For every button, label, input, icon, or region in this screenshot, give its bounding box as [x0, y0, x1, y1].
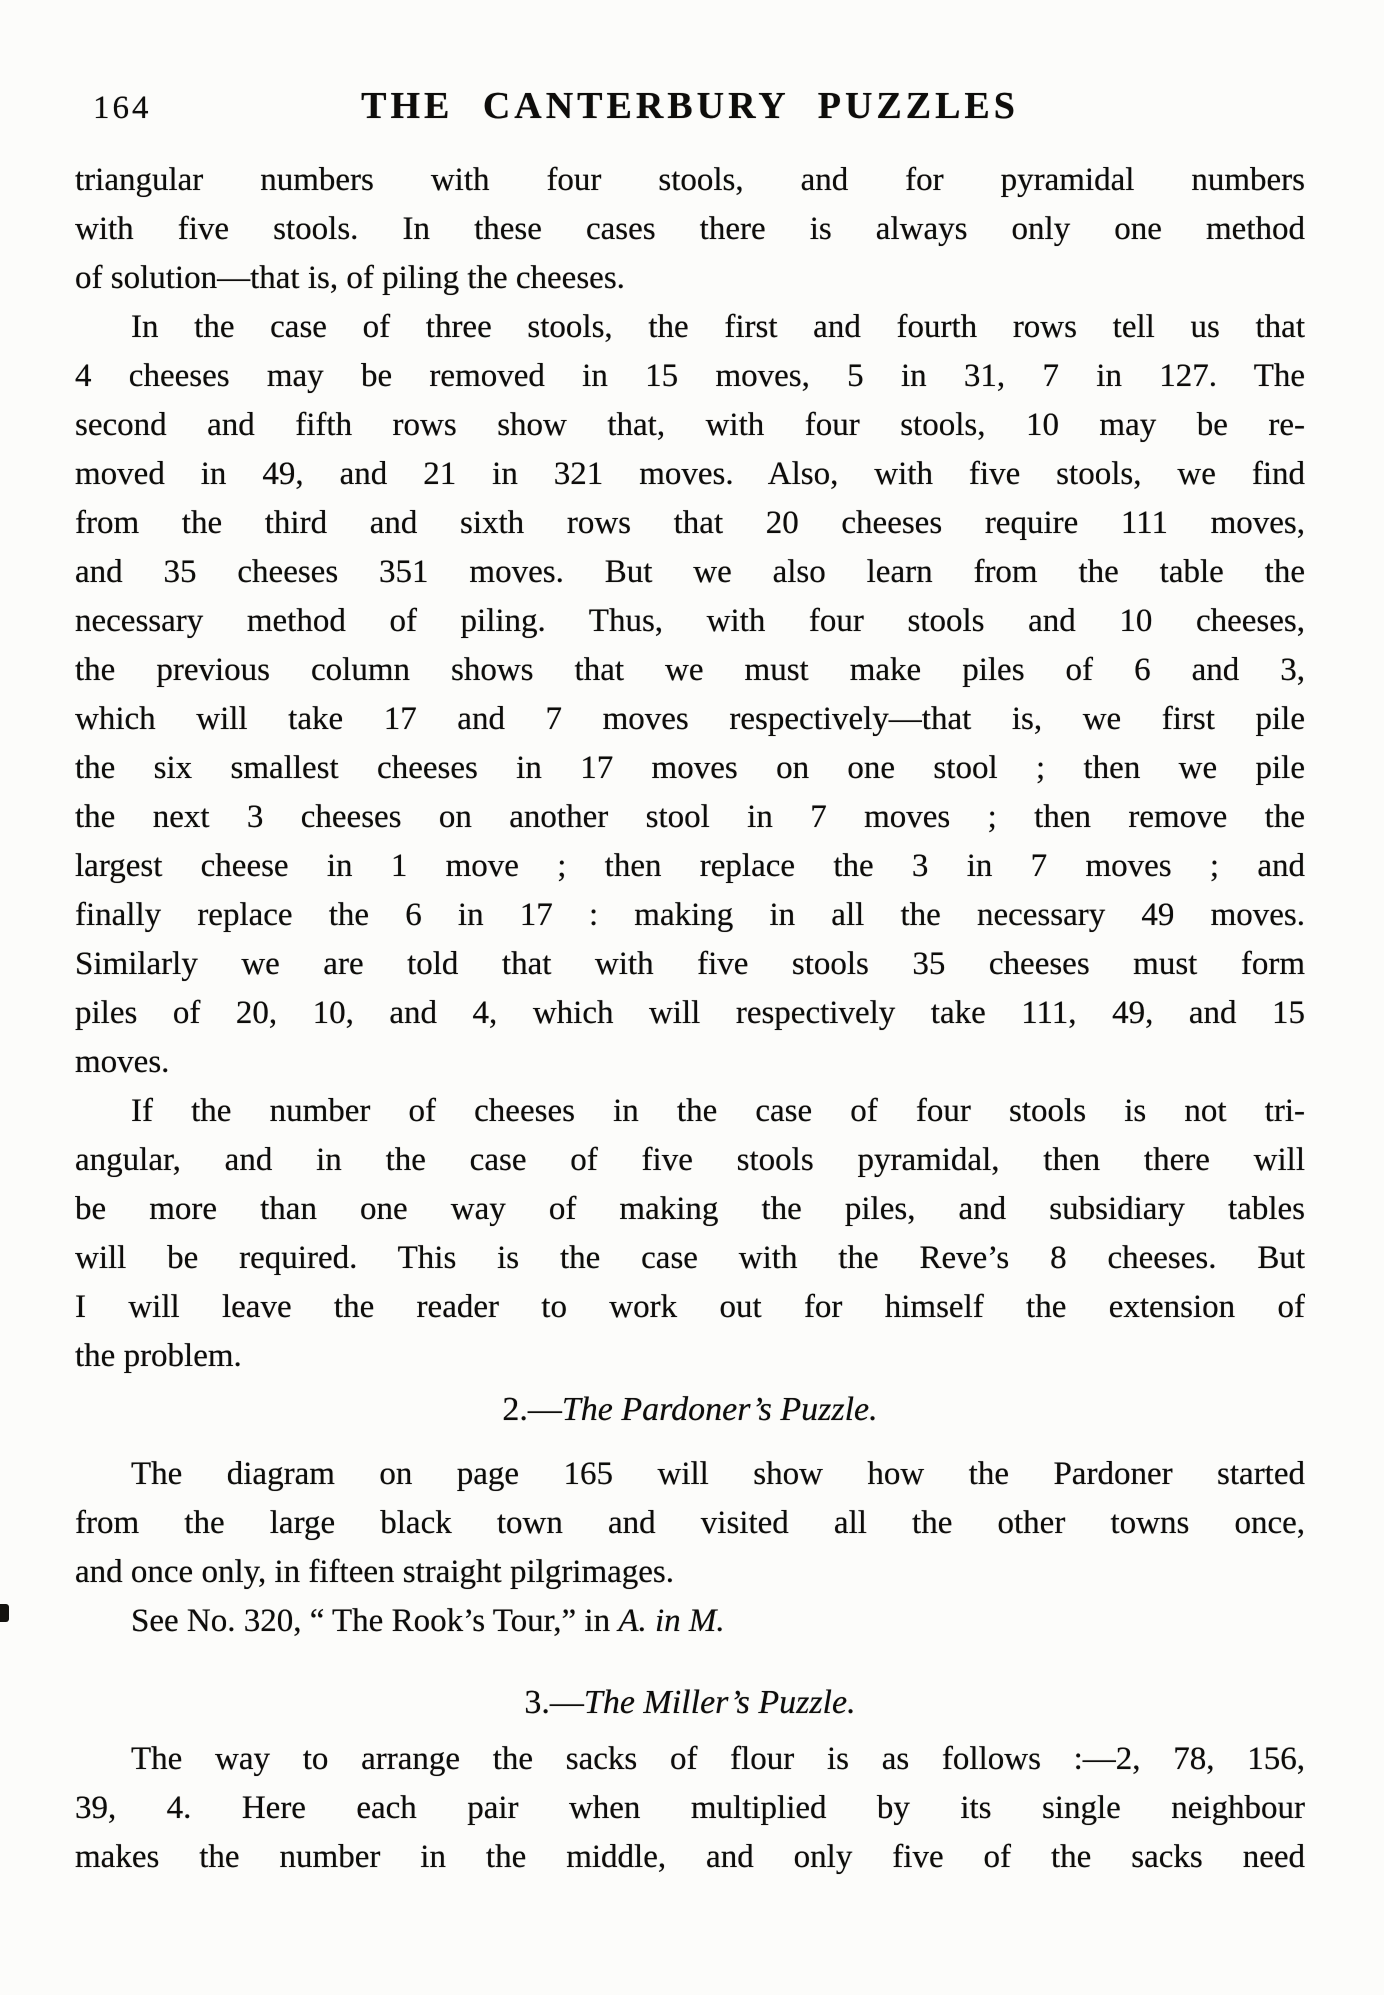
section-number: 3.— — [524, 1684, 584, 1721]
text-line: largest cheese in 1 move ; then replace the 3 in 7 moves ; and — [75, 848, 1305, 884]
text-line: will be required. This is the case with the Reve’s 8 cheeses. But — [75, 1240, 1305, 1276]
text-line: the problem. — [75, 1338, 242, 1374]
section-title: The Pardoner’s Puzzle. — [561, 1391, 878, 1428]
text-line: The diagram on page 165 will show how the Pardoner started — [131, 1456, 1305, 1492]
page-number: 164 — [93, 90, 152, 126]
section-number: 2.— — [502, 1391, 562, 1428]
text-line: second and fifth rows show that, with four stools, 10 may be re- — [75, 407, 1305, 443]
text-line: piles of 20, 10, and 4, which will respectively take 111, 49, and 15 — [75, 995, 1305, 1031]
see-reference-book-abbreviation: A. in M. — [618, 1603, 725, 1639]
text-line: the previous column shows that we must make piles of 6 and 3, — [75, 652, 1305, 688]
section-heading-miller — [75, 1678, 1305, 1727]
text-line: triangular numbers with four stools, and for pyramidal numbers — [75, 162, 1305, 198]
text-line: and once only, in fifteen straight pilgrimages. — [75, 1554, 675, 1590]
text-line: If the number of cheeses in the case of four stools is not tri- — [131, 1093, 1305, 1129]
body-text — [75, 156, 1305, 1882]
text-line: be more than one way of making the piles, and subsidiary tables — [75, 1191, 1305, 1227]
text-line: The way to arrange the sacks of flour is as follows :—2, 78, 156, — [131, 1741, 1305, 1777]
text-line: finally replace the 6 in 17 : making in all the necessary 49 moves. — [75, 897, 1305, 933]
ink-speck — [0, 1604, 9, 1622]
text-line: the six smallest cheeses in 17 moves on one stool ; then we pile — [75, 750, 1305, 786]
text-line: of solution—that is, of piling the cheeses. — [75, 260, 625, 296]
text-line: moved in 49, and 21 in 321 moves. Also, with five stools, we find — [75, 456, 1305, 492]
text-line: I will leave the reader to work out for himself the extension of — [75, 1289, 1305, 1325]
text-line: from the large black town and visited all the other towns once, — [75, 1505, 1305, 1541]
page-title: THE CANTERBURY PUZZLES — [361, 85, 1019, 127]
text-line: which will take 17 and 7 moves respectively—that is, we first pile — [75, 701, 1305, 737]
section-heading-pardoner — [75, 1385, 1305, 1434]
text-line: In the case of three stools, the first and fourth rows tell us that — [131, 309, 1305, 345]
text-line: the next 3 cheeses on another stool in 7 moves ; then remove the — [75, 799, 1305, 835]
page-header — [75, 84, 1305, 134]
text-line: Similarly we are told that with five stools 35 cheeses must form — [75, 946, 1305, 982]
text-line: 39, 4. Here each pair when multiplied by its single neighbour — [75, 1790, 1305, 1826]
text-line: makes the number in the middle, and only five of the sacks need — [75, 1839, 1305, 1875]
text-line: moves. — [75, 1044, 170, 1080]
text-line: 4 cheeses may be removed in 15 moves, 5 in 31, 7 in 127. The — [75, 358, 1305, 394]
text-line-see-reference — [75, 1597, 1305, 1646]
see-reference-text: See No. 320, “ The Rook’s Tour,” in — [131, 1603, 619, 1639]
text-line: from the third and sixth rows that 20 cheeses require 111 moves, — [75, 505, 1305, 541]
text-line: necessary method of piling. Thus, with four stools and 10 cheeses, — [75, 603, 1305, 639]
text-line: angular, and in the case of five stools pyramidal, then there will — [75, 1142, 1305, 1178]
text-line: with five stools. In these cases there is always only one method — [75, 211, 1305, 247]
section-title: The Miller’s Puzzle. — [583, 1684, 856, 1721]
text-line: and 35 cheeses 351 moves. But we also learn from the table the — [75, 554, 1305, 590]
